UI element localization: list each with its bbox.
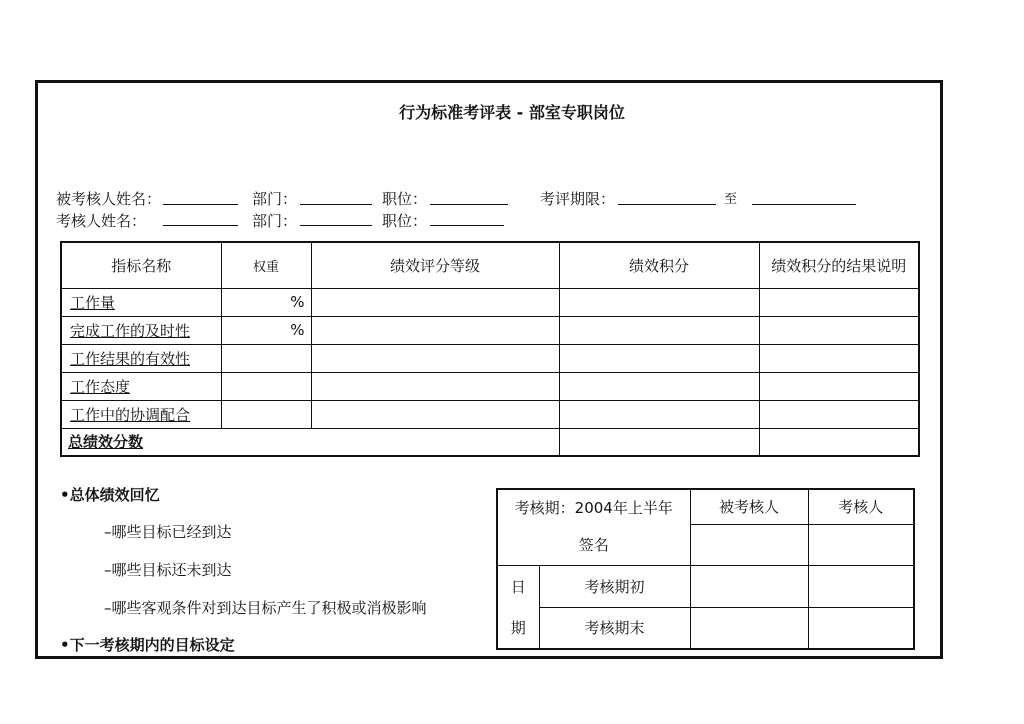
total-score-label: 总绩效分数 bbox=[61, 428, 221, 456]
explanation-cell[interactable] bbox=[759, 400, 919, 428]
table-row bbox=[61, 288, 919, 316]
appraiser-start-date-cell[interactable] bbox=[808, 565, 914, 607]
weight-cell[interactable]: % bbox=[221, 316, 311, 344]
form-title: 行为标准考评表 - 部室专职岗位 bbox=[399, 103, 625, 122]
header-rating-level: 绩效评分等级 bbox=[311, 242, 559, 288]
date-label-char2: 期 bbox=[497, 607, 539, 649]
header-weight: 权重 bbox=[221, 242, 311, 288]
appraisee-position-line[interactable] bbox=[430, 204, 508, 205]
assessment-period-label: 考核期：2004年上半年 bbox=[497, 489, 690, 524]
appraiser-department-line[interactable] bbox=[300, 225, 372, 226]
rating-cell[interactable] bbox=[311, 288, 559, 316]
appraisee-department-label: 部门： bbox=[252, 190, 298, 208]
appraiser-department-label: 部门： bbox=[252, 212, 298, 230]
date-label-char1: 日 bbox=[497, 565, 539, 607]
rating-cell[interactable] bbox=[311, 372, 559, 400]
next-period-goals-heading: •下一考核期内的目标设定 bbox=[60, 636, 235, 654]
period-start-line[interactable] bbox=[618, 204, 716, 205]
indicator-name: 工作中的协调配合 bbox=[61, 400, 221, 428]
score-cell[interactable] bbox=[559, 288, 759, 316]
appraisee-department-line[interactable] bbox=[300, 204, 372, 205]
score-cell[interactable] bbox=[559, 344, 759, 372]
indicator-name: 工作结果的有效性 bbox=[61, 344, 221, 372]
header-score: 绩效积分 bbox=[559, 242, 759, 288]
appraiser-column-header: 考核人 bbox=[808, 489, 914, 524]
explanation-cell[interactable] bbox=[759, 344, 919, 372]
appraisee-name-line[interactable] bbox=[163, 204, 238, 205]
total-explanation-cell[interactable] bbox=[759, 428, 919, 456]
total-row bbox=[61, 428, 919, 456]
weight-cell[interactable] bbox=[221, 344, 311, 372]
signature-table bbox=[496, 488, 915, 650]
period-label: 考评期限： bbox=[540, 190, 616, 208]
appraiser-signature-cell[interactable] bbox=[808, 524, 914, 565]
table-row bbox=[61, 400, 919, 428]
header-indicator-name: 指标名称 bbox=[61, 242, 221, 288]
appraisee-name-label: 被考核人姓名： bbox=[56, 190, 162, 208]
evaluation-table bbox=[60, 241, 920, 457]
appraisee-start-date-cell[interactable] bbox=[690, 565, 808, 607]
period-start-label: 考核期初 bbox=[539, 565, 690, 607]
weight-cell[interactable] bbox=[221, 372, 311, 400]
indicator-name: 工作量 bbox=[61, 288, 221, 316]
table-row bbox=[61, 316, 919, 344]
period-end-label: 考核期末 bbox=[539, 607, 690, 649]
performance-review-heading: •总体绩效回忆 bbox=[60, 486, 160, 504]
appraisee-signature-cell[interactable] bbox=[690, 524, 808, 565]
header-score-explanation: 绩效积分的结果说明 bbox=[759, 242, 919, 288]
rating-cell[interactable] bbox=[311, 344, 559, 372]
indicator-name: 工作态度 bbox=[61, 372, 221, 400]
appraiser-position-label: 职位： bbox=[382, 212, 428, 230]
explanation-cell[interactable] bbox=[759, 288, 919, 316]
appraisee-position-label: 职位： bbox=[382, 190, 428, 208]
table-header-row bbox=[61, 242, 919, 288]
signature-label: 签名 bbox=[497, 524, 690, 565]
explanation-cell[interactable] bbox=[759, 372, 919, 400]
indicator-name: 完成工作的及时性 bbox=[61, 316, 221, 344]
score-cell[interactable] bbox=[559, 400, 759, 428]
period-end-line[interactable] bbox=[752, 204, 856, 205]
review-item: –哪些目标已经到达 bbox=[104, 523, 232, 541]
appraisee-end-date-cell[interactable] bbox=[690, 607, 808, 649]
score-cell[interactable] bbox=[559, 316, 759, 344]
appraiser-position-line[interactable] bbox=[430, 225, 504, 226]
rating-cell[interactable] bbox=[311, 400, 559, 428]
period-to-label: 至 bbox=[724, 192, 738, 207]
weight-cell[interactable]: % bbox=[221, 288, 311, 316]
appraiser-name-line[interactable] bbox=[163, 225, 238, 226]
appraisee-column-header: 被考核人 bbox=[690, 489, 808, 524]
review-item: –哪些客观条件对到达目标产生了积极或消极影响 bbox=[104, 599, 427, 617]
total-score-cell[interactable] bbox=[559, 428, 759, 456]
table-row bbox=[61, 344, 919, 372]
explanation-cell[interactable] bbox=[759, 316, 919, 344]
score-cell[interactable] bbox=[559, 372, 759, 400]
review-item: –哪些目标还未到达 bbox=[104, 561, 232, 579]
rating-cell[interactable] bbox=[311, 316, 559, 344]
appraiser-name-label: 考核人姓名： bbox=[56, 212, 147, 230]
weight-cell[interactable] bbox=[221, 400, 311, 428]
appraiser-end-date-cell[interactable] bbox=[808, 607, 914, 649]
table-row bbox=[61, 372, 919, 400]
